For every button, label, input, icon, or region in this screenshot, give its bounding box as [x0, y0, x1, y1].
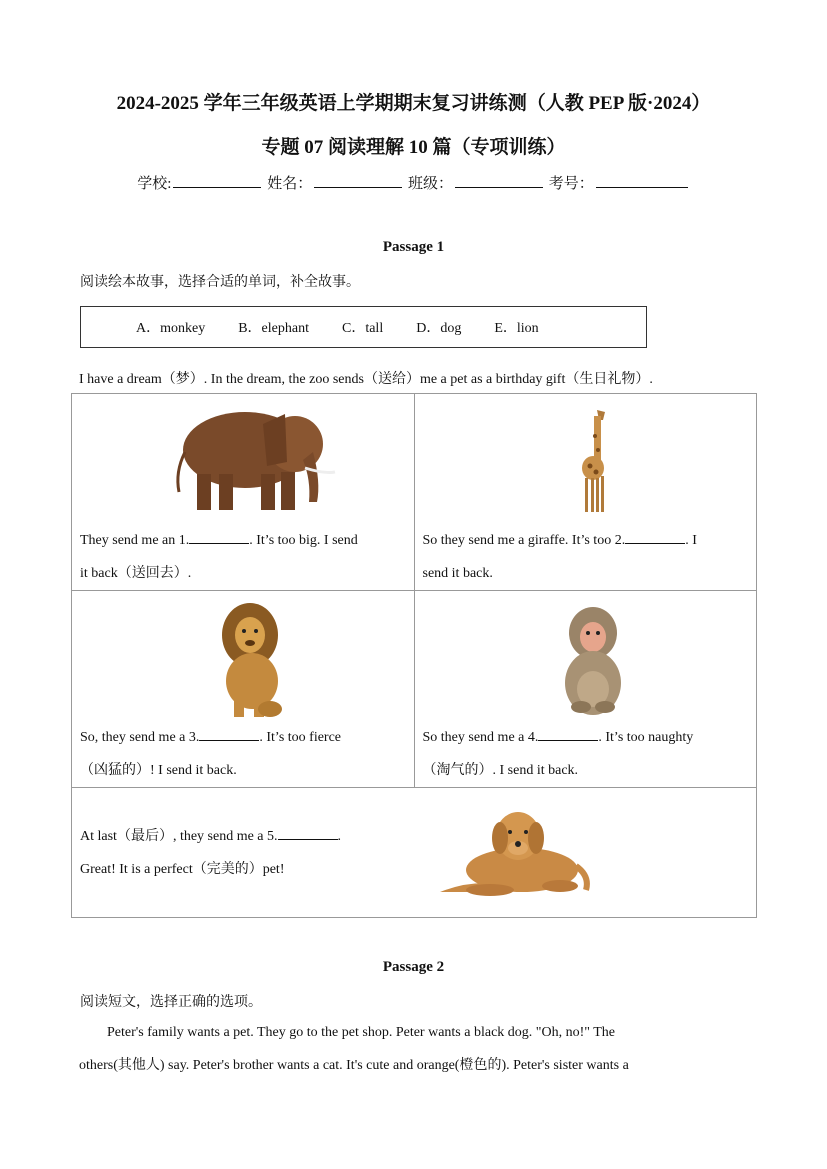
school-label: 学校: — [137, 176, 172, 192]
cell2-text-b: . I — [685, 533, 697, 548]
class-blank[interactable] — [455, 173, 543, 188]
cell2-text-a: So they send me a giraffe. It’s too 2. — [422, 533, 626, 548]
passage1-intro: I have a dream（梦）. In the dream, the zoo sends（送给）me a pet as a birthday gift（生日礼物）. — [79, 372, 653, 387]
story-cell-2 — [414, 394, 757, 591]
story-cell-3 — [72, 591, 415, 788]
school-blank[interactable] — [173, 173, 261, 188]
cell1-text-c: it back（送回去）. — [80, 566, 192, 581]
passage2-title: Passage 2 — [382, 959, 445, 975]
blank-4[interactable] — [538, 728, 598, 741]
lion-picture — [80, 591, 406, 721]
cell5-text-a: At last（最后）, they send me a 5. — [80, 829, 278, 844]
cell3-text-c: （凶猛的）! I send it back. — [80, 763, 237, 778]
name-label: 姓名： — [267, 176, 313, 192]
elephant-picture — [80, 394, 406, 524]
option-a: A．monkey — [136, 321, 206, 336]
giraffe-icon — [563, 406, 623, 526]
cell2-text-c: send it back. — [422, 566, 493, 581]
name-blank[interactable] — [314, 173, 402, 188]
dog-icon — [430, 806, 590, 906]
cell1-text-a: They send me an 1. — [80, 533, 190, 548]
story-cell-4 — [414, 591, 757, 788]
blank-2[interactable] — [625, 531, 685, 544]
class-label: 班级： — [407, 176, 453, 192]
monkey-icon — [553, 603, 633, 719]
blank-5[interactable] — [278, 827, 338, 840]
cell3-text-b: . It’s too fierce — [259, 730, 342, 745]
exam-no-blank[interactable] — [596, 173, 688, 188]
passage2-text — [79, 1016, 739, 1082]
cell4-text-c: （淘气的）. I send it back. — [422, 763, 579, 778]
cell4-text-a: So they send me a 4. — [422, 730, 539, 745]
cell3-text-a: So, they send me a 3. — [80, 730, 200, 745]
giraffe-picture — [423, 394, 749, 524]
passage2-line-2: others(其他人) say. Peter's brother wants a cat. It's cute and orange(橙色的). Peter's sister wants a — [79, 1058, 629, 1073]
elephant-icon — [135, 402, 355, 527]
passage1-instruction: 阅读绘本故事，选择合适的单词，补全故事。 — [80, 275, 360, 290]
student-info-fields — [0, 172, 827, 193]
option-b: B．elephant — [238, 321, 309, 336]
cell5-text-b: . — [337, 829, 342, 844]
cell1-text-b: . It’s too big. I send — [249, 533, 358, 548]
blank-3[interactable] — [199, 728, 259, 741]
lion-icon — [210, 601, 290, 719]
option-c: C．tall — [341, 321, 384, 336]
page-title: 2024-2025 学年三年级英语上学期期末复习讲练测（人教 PEP 版·2024） — [116, 93, 711, 114]
story-cell-5 — [72, 788, 757, 918]
cell5-text-c: Great! It is a perfect（完美的）pet! — [80, 862, 285, 877]
story-cell-1 — [72, 394, 415, 591]
option-d: D．dog — [416, 321, 462, 336]
exam-no-label: 考号： — [548, 176, 594, 192]
passage2-instruction: 阅读短文，选择正确的选项。 — [80, 995, 262, 1010]
option-e: E．lion — [494, 321, 539, 336]
passage2-line-1: Peter's family wants a pet. They go to the pet shop. Peter wants a black dog. "Oh, no!" The — [107, 1025, 615, 1040]
passage1-title: Passage 1 — [382, 239, 445, 255]
page-subtitle: 专题 07 阅读理解 10 篇（专项训练） — [261, 137, 566, 158]
options-box — [80, 306, 647, 348]
cell4-text-b: . It’s too naughty — [598, 730, 694, 745]
story-table — [71, 393, 757, 918]
monkey-picture — [423, 591, 749, 721]
blank-1[interactable] — [189, 531, 249, 544]
